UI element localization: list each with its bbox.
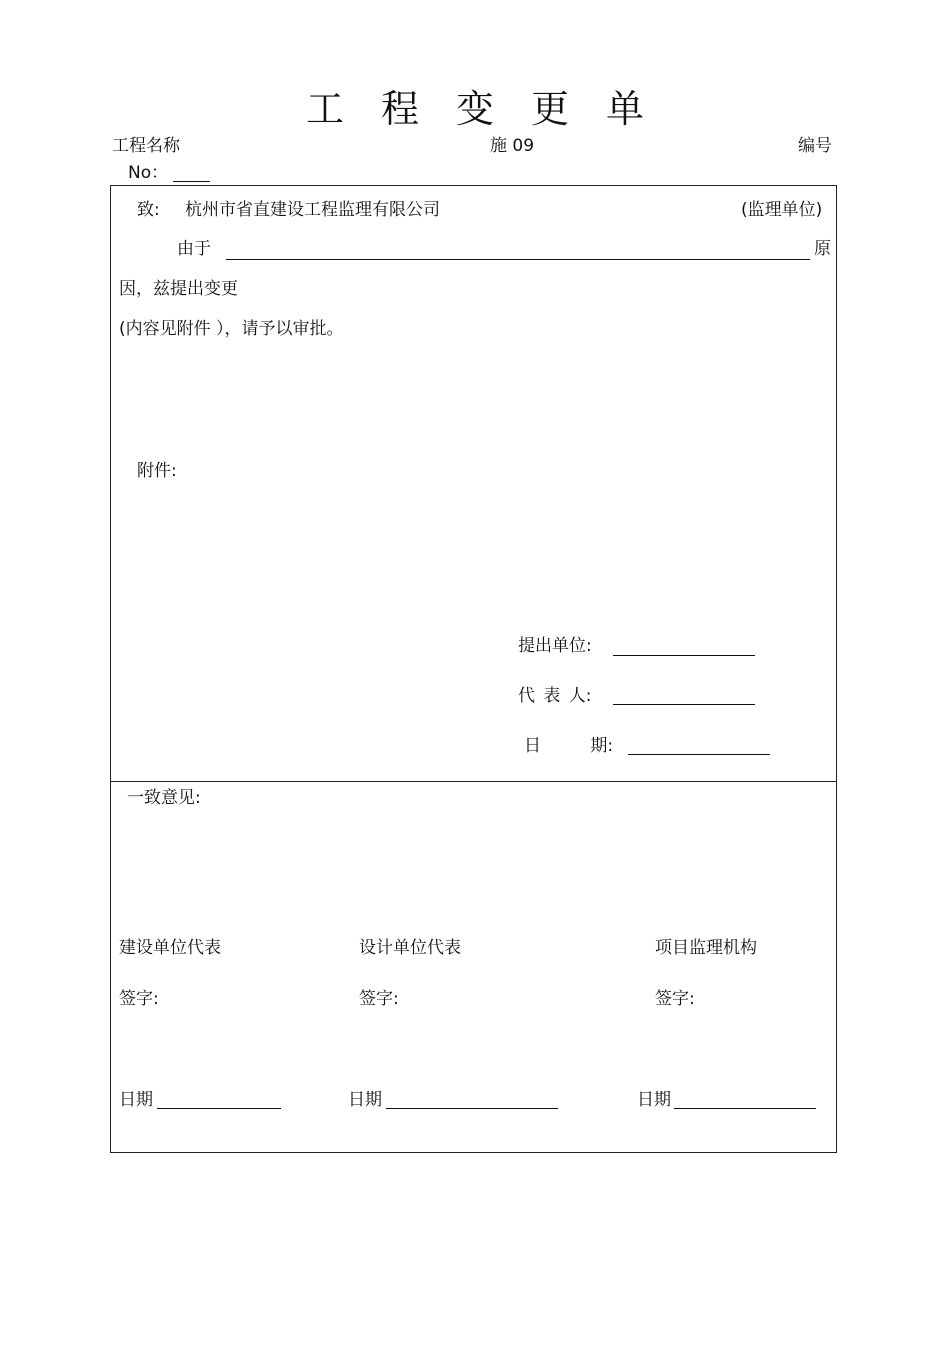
attachment-label: 附件: xyxy=(137,461,177,481)
form-code: 施 09 xyxy=(490,136,535,156)
recipient-role: (监理单位) xyxy=(741,200,823,220)
cause-text: 因，兹提出变更 xyxy=(119,279,238,299)
date-label: 日 期: xyxy=(524,736,614,756)
date-label-supervision: 日期 xyxy=(637,1090,671,1110)
sign-label-supervision: 签字: xyxy=(655,989,695,1009)
content-text: (内容见附件 ），请予以审批。 xyxy=(119,319,344,339)
form-title: 工程变更单 xyxy=(305,87,681,131)
consensus-label: 一致意见: xyxy=(127,788,201,808)
party-title-design: 设计单位代表 xyxy=(359,938,461,958)
because-label: 由于 xyxy=(177,239,211,259)
party-title-supervision: 项目监理机构 xyxy=(655,938,757,958)
submitter-unit-field[interactable] xyxy=(613,655,755,656)
sign-label-construction: 签字: xyxy=(119,989,159,1009)
no-field[interactable] xyxy=(173,181,210,182)
to-label: 致: xyxy=(137,200,160,220)
recipient-name: 杭州市省直建设工程监理有限公司 xyxy=(185,200,440,220)
serial-label: 编号 xyxy=(798,136,832,156)
project-name-label: 工程名称 xyxy=(112,136,180,156)
reason-field[interactable] xyxy=(226,259,810,260)
date-field-construction[interactable] xyxy=(157,1108,281,1109)
representative-label: 代 表 人: xyxy=(518,686,592,706)
party-title-construction: 建设单位代表 xyxy=(119,938,221,958)
date-label-design: 日期 xyxy=(348,1090,382,1110)
date-label-construction: 日期 xyxy=(119,1090,153,1110)
section-divider xyxy=(110,781,837,782)
date-field[interactable] xyxy=(628,754,770,755)
representative-field[interactable] xyxy=(613,704,755,705)
date-field-design[interactable] xyxy=(386,1108,558,1109)
reason-suffix: 原 xyxy=(814,239,831,259)
submitter-unit-label: 提出单位: xyxy=(518,636,592,656)
sign-label-design: 签字: xyxy=(359,989,399,1009)
date-field-supervision[interactable] xyxy=(674,1108,816,1109)
no-label: No： xyxy=(128,163,169,183)
